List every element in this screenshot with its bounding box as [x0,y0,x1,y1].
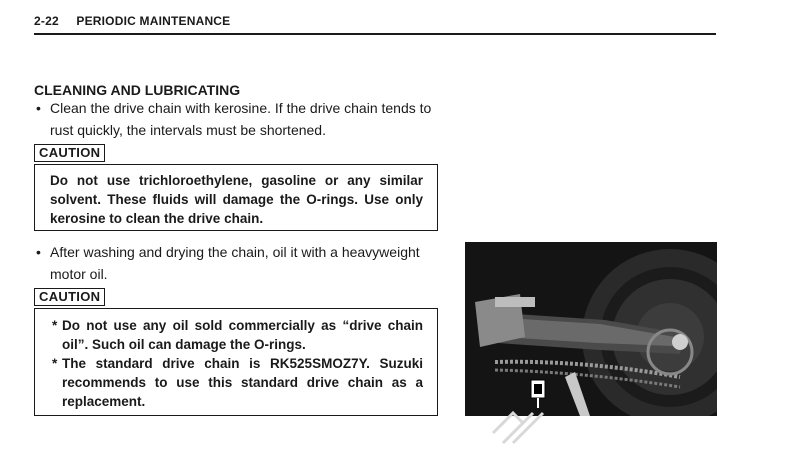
drive-chain-photo [465,242,717,416]
bullet-symbol: • [36,100,41,116]
page-number: 2-22 [34,14,59,28]
caution-item-text: Do not use any oil sold commercially as “drive chain oil”. Such oil can damage the O-rings. [62,318,423,352]
asterisk-symbol: * [52,356,58,371]
watermark-mark [488,398,548,448]
caution-text: Do not use trichloroethylene, gasoline or any similar solvent. These fluids will damage the O-rings. Use only kerosine to clean the drive chain. [50,173,423,226]
bullet-item-clean [36,97,456,141]
bullet-item-oil [36,241,456,285]
section-title: CLEANING AND LUBRICATING [34,82,241,98]
caution-label: CAUTION [34,288,105,306]
bullet-text: Clean the drive chain with kerosine. If the drive chain tends to rust quickly, the intervals must be shortened. [50,100,432,138]
caution-box-solvents [34,164,438,231]
caution-item [52,316,423,354]
header-rule [34,33,716,35]
photo-illustration [465,242,717,416]
caution-box-oil [34,308,438,416]
page-header [34,14,230,28]
caution-item [52,354,423,411]
bullet-text: After washing and drying the chain, oil it with a heavyweight motor oil. [50,244,420,282]
chapter-title: PERIODIC MAINTENANCE [76,14,231,28]
asterisk-symbol: * [52,318,58,333]
caution-item-text: The standard drive chain is RK525SMOZ7Y. Suzuki recommends to use this standard drive chain as a replacement. [62,356,423,409]
bullet-symbol: • [36,244,41,260]
caution-label: CAUTION [34,144,105,162]
